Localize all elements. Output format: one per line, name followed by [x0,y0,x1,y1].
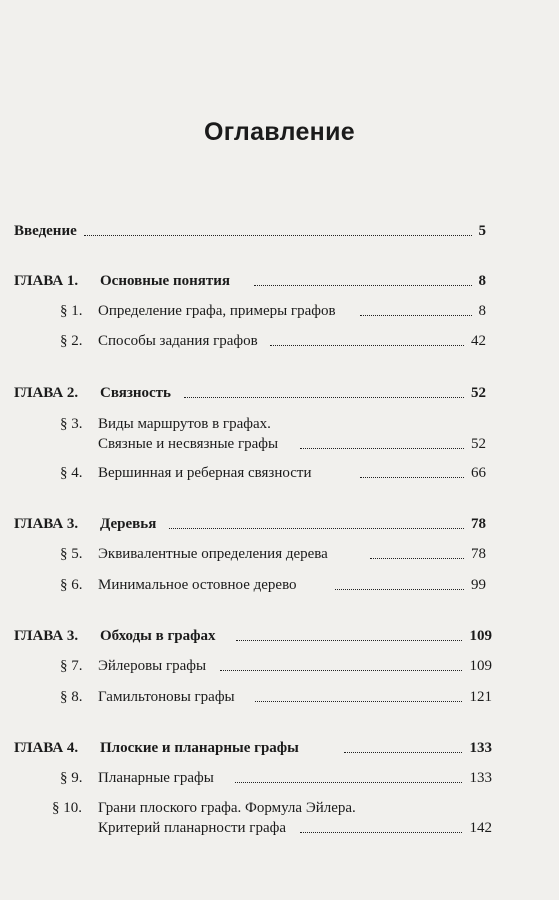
toc-section-row[interactable] [0,543,486,565]
toc-section-title: Связные и несвязные графы [98,433,280,455]
toc-chapter-number: ГЛАВА 1. [14,273,79,289]
toc-section-title: Эйлеровы графы [98,655,208,677]
toc-section-number: § 9. [60,770,83,786]
toc-chapter-number: ГЛАВА 2. [14,385,79,401]
toc-intro-page: 5 [477,220,487,242]
toc-section-number: § 6. [60,577,83,593]
toc-chapter-page: 109 [468,625,493,647]
toc-section-title: Определение графа, примеры графов [98,300,338,322]
toc-section-row[interactable] [0,413,486,435]
toc-section-title: Эквивалентные определения дерева [98,543,330,565]
toc-section-title-line1: Виды маршрутов в графах. [98,416,271,432]
toc-chapter-title: Обходы в графах [100,625,218,647]
toc-leader-dots [360,315,472,316]
toc-section-row-continued[interactable] [0,817,492,839]
toc-section-number: § 1. [60,303,83,319]
toc-leader-dots [235,782,462,783]
toc-section-number: § 3. [60,416,83,432]
toc-section-title: Минимальное остовное дерево [98,574,299,596]
toc-section-number: § 4. [60,465,83,481]
toc-section-number: § 5. [60,546,83,562]
toc-section-page: 66 [469,462,486,484]
toc-chapter-number: ГЛАВА 3. [14,516,79,532]
toc-chapter-row[interactable] [14,737,492,759]
toc-leader-dots [300,832,462,833]
toc-section-title-line1: Грани плоского графа. Формула Эйлера. [98,800,356,816]
toc-chapter-title: Плоские и планарные графы [100,737,301,759]
toc-section-number: § 7. [60,658,83,674]
toc-chapter-page: 8 [477,270,487,292]
toc-leader-dots [184,397,464,398]
toc-section-title: Вершинная и реберная связности [98,462,313,484]
toc-section-page: 142 [468,817,493,839]
toc-chapter-title: Основные понятия [100,270,232,292]
toc-chapter-row[interactable] [14,382,486,404]
toc-chapter-title: Связность [100,382,173,404]
toc-leader-dots [300,448,464,449]
toc-leader-dots [84,235,472,236]
toc-section-title: Планарные графы [98,767,216,789]
toc-chapter-page: 78 [469,513,486,535]
toc-leader-dots [169,528,464,529]
toc-section-page: 99 [469,574,486,596]
toc-intro-row[interactable] [14,220,486,242]
toc-section-page: 8 [477,300,487,322]
toc-leader-dots [255,701,462,702]
toc-section-number: § 8. [60,689,83,705]
toc-section-title: Способы задания графов [98,330,260,352]
toc-section-page: 121 [468,686,493,708]
toc-section-row[interactable] [0,797,492,819]
toc-leader-dots [236,640,462,641]
toc-section-title: Критерий планарности графа [98,817,288,839]
toc-section-page: 78 [469,543,486,565]
toc-leader-dots [220,670,462,671]
toc-chapter-number: ГЛАВА 3. [14,628,79,644]
toc-chapter-row[interactable] [14,625,492,647]
toc-leader-dots [254,285,472,286]
toc-leader-dots [335,589,464,590]
toc-intro-title: Введение [14,220,79,242]
toc-section-row[interactable] [0,330,486,352]
toc-section-title: Гамильтоновы графы [98,686,237,708]
toc-section-row[interactable] [0,300,486,322]
toc-section-row[interactable] [0,574,486,596]
toc-section-page: 109 [468,655,493,677]
toc-chapter-page: 133 [468,737,493,759]
toc-section-row[interactable] [0,462,486,484]
toc-leader-dots [360,477,464,478]
toc-chapter-title: Деревья [100,513,158,535]
toc-section-number: § 10. [52,800,82,816]
toc-chapter-number: ГЛАВА 4. [14,740,79,756]
toc-section-page: 42 [469,330,486,352]
toc-section-row[interactable] [0,686,492,708]
toc-leader-dots [270,345,464,346]
toc-chapter-page: 52 [469,382,486,404]
toc-chapter-row[interactable] [14,513,486,535]
toc-leader-dots [370,558,464,559]
toc-chapter-row[interactable] [14,270,486,292]
page-heading: Оглавление [204,118,355,146]
toc-section-row[interactable] [0,767,492,789]
toc-section-number: § 2. [60,333,83,349]
toc-section-page: 133 [468,767,493,789]
toc-leader-dots [344,752,462,753]
toc-section-page: 52 [469,433,486,455]
toc-section-row[interactable] [0,655,492,677]
toc-section-row-continued[interactable] [0,433,486,455]
